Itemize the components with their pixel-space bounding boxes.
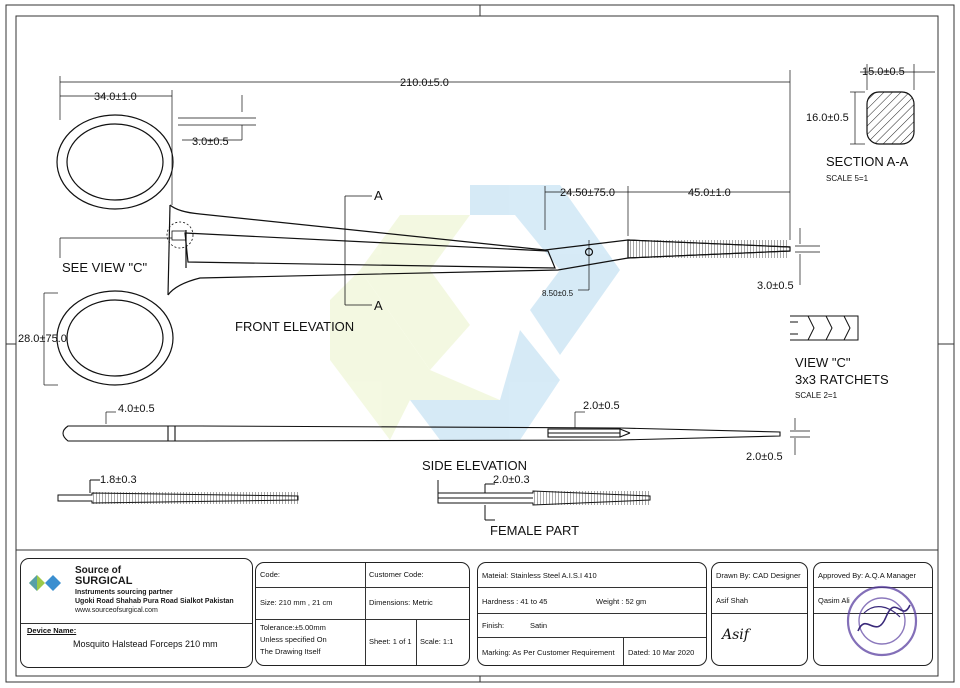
drawn-signature: Asif xyxy=(722,627,749,643)
approved-by-label: Approved By: A.Q.A Manager xyxy=(818,571,916,580)
dim-section-height: 16.0±0.5 xyxy=(806,112,849,124)
code-field: Code: xyxy=(260,570,281,579)
view-c-ratchets xyxy=(790,316,858,340)
section-marker-top: A xyxy=(374,188,383,203)
dim-ring-length: 34.0±1.0 xyxy=(94,91,137,103)
dim-side-shank: 4.0±0.5 xyxy=(118,403,155,415)
dim-tip-width: 3.0±0.5 xyxy=(757,280,794,292)
drawn-by-label: Drawn By: CAD Designer xyxy=(716,571,801,580)
dim-pivot: 8.50±0.5 xyxy=(542,289,574,298)
approval-stamp-icon xyxy=(844,583,920,659)
material-field: Mateial: Stainless Steel A.I.S.I 410 xyxy=(482,571,597,580)
customer-code-field: Customer Code: xyxy=(369,570,424,579)
finish-label: Finish: xyxy=(482,621,505,630)
device-name: Mosquito Halstead Forceps 210 mm xyxy=(73,639,218,649)
sheet-field: Sheet: 1 of 1 xyxy=(369,637,412,646)
section-marker-bottom: A xyxy=(374,298,383,313)
approved-by-panel xyxy=(813,562,933,666)
drawn-by-name: Asif Shah xyxy=(716,596,749,605)
spec-panel xyxy=(255,562,470,666)
label-front-elevation: FRONT ELEVATION xyxy=(235,319,355,334)
approved-by-name: Qasim Ali xyxy=(818,596,850,605)
dim-jaw-length: 45.0±1.0 xyxy=(688,187,731,199)
dim-ring-thickness: 3.0±0.5 xyxy=(192,136,229,148)
label-female-part: FEMALE PART xyxy=(490,523,580,538)
label-ratchets: 3x3 RATCHETS xyxy=(795,372,889,387)
size-field: Size: 210 mm , 21 cm xyxy=(260,598,333,607)
dated-field: Dated: 10 Mar 2020 xyxy=(628,648,695,657)
tolerance-line1: Tolerance:±5.00mm xyxy=(260,623,326,632)
dim-overall-length: 210.0±5.0 xyxy=(400,77,449,89)
scale-field: Scale: 1:1 xyxy=(420,637,454,646)
company-website: www.sourceofsurgical.com xyxy=(75,607,158,614)
tolerance-line3: The Drawing Itself xyxy=(260,647,321,656)
dim-jaw-offset: 24.50±75.0 xyxy=(560,187,615,199)
tolerance-line2: Unless specified On xyxy=(260,635,327,644)
company-name-line2: SURGICAL xyxy=(75,575,133,587)
label-see-view-c: SEE VIEW "C" xyxy=(62,260,148,275)
company-logo-icon xyxy=(27,565,63,601)
hardness-field: Hardness : 41 to 45 xyxy=(482,597,548,606)
marking-field: Marking: As Per Customer Requirement xyxy=(482,648,615,657)
company-panel xyxy=(20,558,253,668)
label-view-c: VIEW "C" xyxy=(795,355,851,370)
dim-female-part: 2.0±0.3 xyxy=(493,474,530,486)
material-panel xyxy=(477,562,707,666)
drawn-by-panel xyxy=(711,562,808,666)
device-name-label: Device Name: xyxy=(27,626,77,635)
finish-value: Satin xyxy=(530,621,548,630)
label-section-a-a: SECTION A-A xyxy=(826,154,909,169)
female-part-view xyxy=(438,480,650,520)
dim-side-box: 2.0±0.5 xyxy=(583,400,620,412)
weight-field: Weight : 52 gm xyxy=(596,597,647,606)
dimensions-field: Dimensions: Metric xyxy=(369,598,433,607)
male-part-view xyxy=(58,480,298,504)
dim-section-width: 15.0±0.5 xyxy=(862,66,905,78)
company-address: Ugoki Road Shahab Pura Road Sialkot Pakistan xyxy=(75,598,234,605)
company-name-line1: Source of xyxy=(75,565,122,576)
dim-male-part: 1.8±0.3 xyxy=(100,474,137,486)
label-view-c-scale: SCALE 2=1 xyxy=(795,391,838,400)
label-side-elevation: SIDE ELEVATION xyxy=(422,458,527,473)
side-elevation-view xyxy=(63,426,780,441)
dim-side-tip: 2.0±0.5 xyxy=(746,451,783,463)
label-section-scale: SCALE 5=1 xyxy=(826,174,869,183)
dim-ring-height: 28.0±75.0 xyxy=(18,333,67,345)
company-tagline: Instruments sourcing partner xyxy=(75,589,173,596)
